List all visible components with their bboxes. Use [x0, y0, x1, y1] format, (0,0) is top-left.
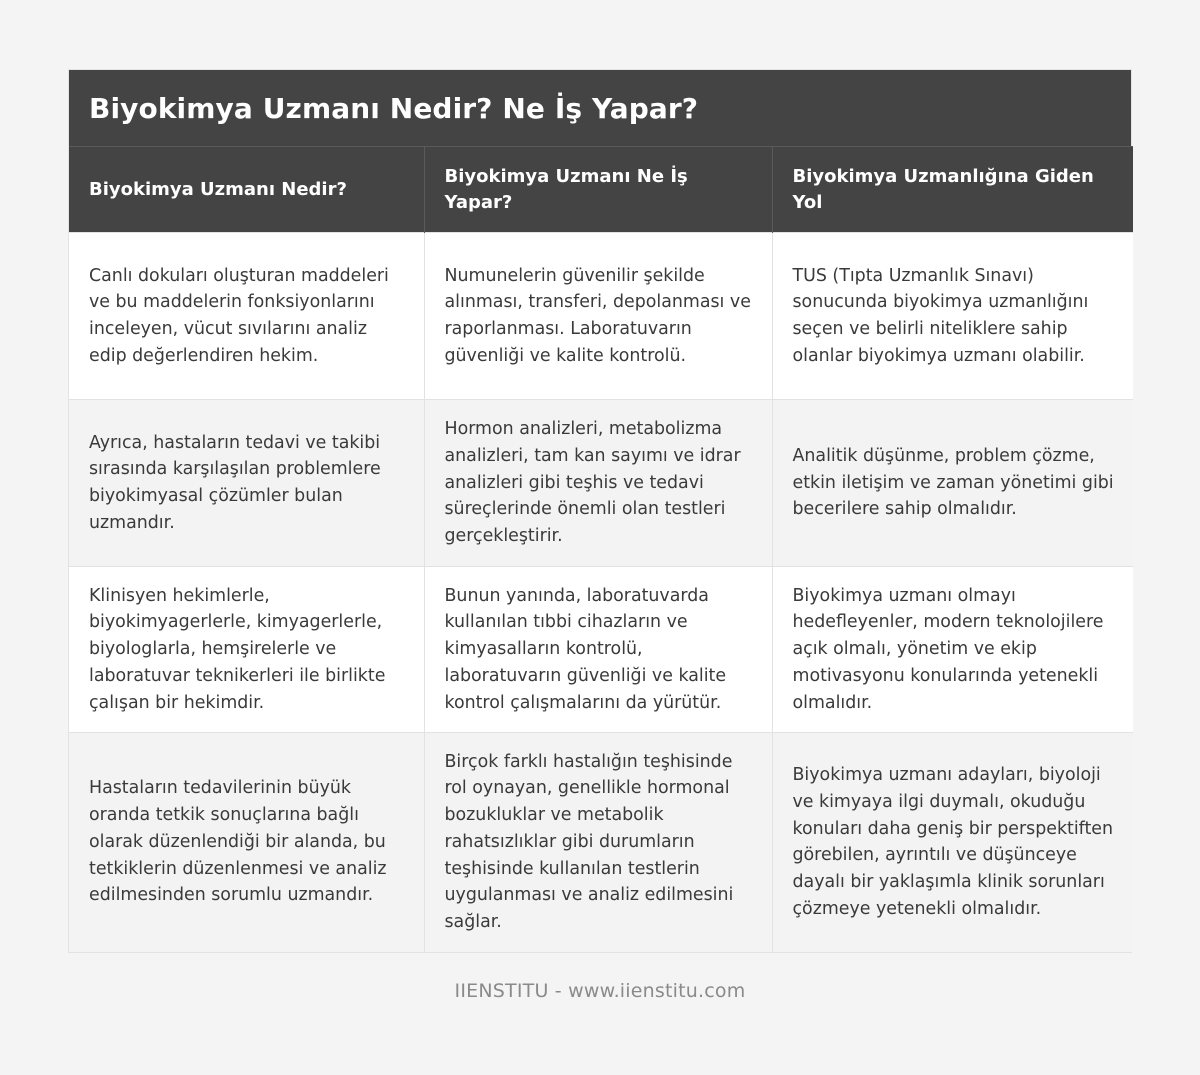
table-cell: Birçok farklı hastalığın teşhisinde rol oynayan, genellikle hormonal bozukluklar ve metabolik rahatsızlıklar gibi durumların teşhisinde kullanılan testlerin uygulanması ve analiz edilmesini sağlar.: [424, 733, 772, 952]
table-cell: Analitik düşünme, problem çözme, etkin iletişim ve zaman yönetimi gibi becerilere sahip olmalıdır.: [772, 400, 1133, 567]
table-row: [69, 733, 1133, 952]
info-card: [68, 69, 1132, 953]
table-cell: Biyokimya uzmanı adayları, biyoloji ve kimyaya ilgi duymalı, okuduğu konuları daha geniş bir perspektiften görebilen, ayrıntılı ve düşünceye dayalı bir yaklaşımla klinik sorunları çözmeye yetenekli olmalıdır.: [772, 733, 1133, 952]
table-header-row: [69, 147, 1133, 233]
table-cell: TUS (Tıpta Uzmanlık Sınavı) sonucunda biyokimya uzmanlığını seçen ve belirli niteliklere sahip olanlar biyokimya uzmanı olabilir.: [772, 233, 1133, 400]
table-cell: Hormon analizleri, metabolizma analizleri, tam kan sayımı ve idrar analizleri gibi teşhis ve tedavi süreçlerinde önemli olan testleri gerçekleştirir.: [424, 400, 772, 567]
footer-credit: IIENSTITU - www.iienstitu.com: [454, 980, 746, 1002]
table-cell: Biyokimya uzmanı olmayı hedefleyenler, modern teknolojilere açık olmalı, yönetim ve ekip motivasyonu konularında yetenekli olmalıdır.: [772, 567, 1133, 733]
table-cell: Klinisyen hekimlerle, biyokimyagerlerle, kimyagerlerle, biyologlarla, hemşirelerle ve laboratuvar teknikerleri ile birlikte çalışan bir hekimdir.: [69, 567, 424, 733]
title-bar: [69, 70, 1131, 146]
table-row: [69, 233, 1133, 400]
column-header-path: Biyokimya Uzmanlığına Giden Yol: [772, 147, 1133, 233]
table-cell: Ayrıca, hastaların tedavi ve takibi sırasında karşılaşılan problemlere biyokimyasal çözümler bulan uzmandır.: [69, 400, 424, 567]
table-cell: Hastaların tedavilerinin büyük oranda tetkik sonuçlarına bağlı olarak düzenlendiği bir alanda, bu tetkiklerin düzenlenmesi ve analiz edilmesinden sorumlu uzmandır.: [69, 733, 424, 952]
table-row: [69, 567, 1133, 733]
column-header-what-does: Biyokimya Uzmanı Ne İş Yapar?: [424, 147, 772, 233]
page-title: Biyokimya Uzmanı Nedir? Ne İş Yapar?: [89, 91, 699, 125]
table-cell: Numunelerin güvenilir şekilde alınması, transferi, depolanması ve raporlanması. Laboratuvarın güvenliği ve kalite kontrolü.: [424, 233, 772, 400]
table-row: [69, 400, 1133, 567]
table-cell: Bunun yanında, laboratuvarda kullanılan tıbbi cihazların ve kimyasalların kontrolü, laboratuvarın güvenliği ve kalite kontrol çalışmalarını da yürütür.: [424, 567, 772, 733]
column-header-what-is: Biyokimya Uzmanı Nedir?: [69, 147, 424, 233]
comparison-table: [69, 146, 1133, 952]
table-cell: Canlı dokuları oluşturan maddeleri ve bu maddelerin fonksiyonlarını inceleyen, vücut sıvılarını analiz edip değerlendiren hekim.: [69, 233, 424, 400]
